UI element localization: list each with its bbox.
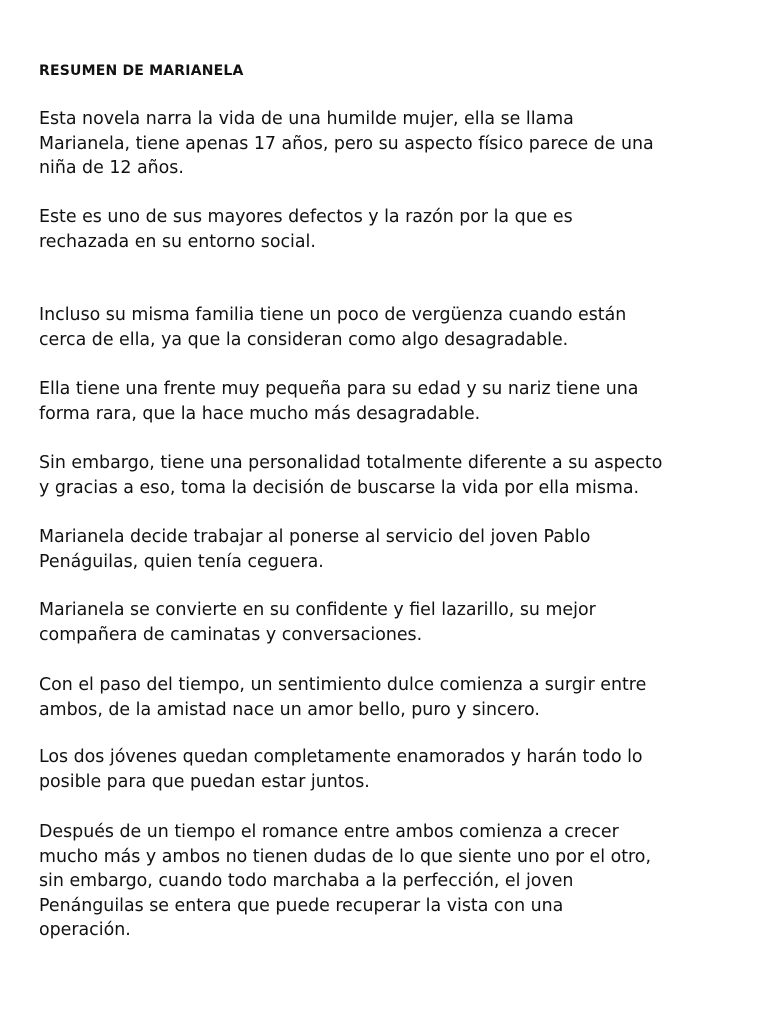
- paragraph-line: Marianela se convierte en su confidente y fiel lazarillo, su mejor: [39, 600, 596, 620]
- paragraph-line: rechazada en su entorno social.: [39, 231, 316, 252]
- paragraph-line: Este es uno de sus mayores defectos y la razón por la que es: [39, 207, 573, 227]
- paragraph-9: [39, 745, 739, 794]
- paragraph-line: Después de un tiempo el romance entre ambos comienza a crecer: [39, 822, 619, 842]
- paragraph-line: Los dos jóvenes quedan completamente enamorados y harán todo lo: [39, 747, 643, 767]
- paragraph-line: mucho más y ambos no tienen dudas de lo que siente uno por el otro,: [39, 846, 651, 867]
- paragraph-line: Esta novela narra la vida de una humilde mujer, ella se llama: [39, 109, 574, 129]
- paragraph-7: [39, 598, 739, 647]
- paragraph-line: operación.: [39, 920, 131, 940]
- paragraph-6: [39, 525, 739, 574]
- paragraph-line: Ella tiene una frente muy pequeña para su edad y su nariz tiene una: [39, 379, 639, 399]
- paragraph-line: compañera de caminatas y conversaciones.: [39, 624, 423, 645]
- paragraph-line: ambos, de la amistad nace un amor bello, puro y sincero.: [39, 699, 540, 720]
- paragraph-10: [39, 820, 739, 943]
- paragraph-3: [39, 303, 739, 352]
- paragraph-line: posible para que puedan estar juntos.: [39, 771, 370, 792]
- paragraph-5: [39, 451, 739, 500]
- paragraph-line: niña de 12 años.: [39, 158, 184, 178]
- paragraph-line: cerca de ella, ya que la consideran como algo desagradable.: [39, 329, 569, 350]
- paragraph-line: y gracias a eso, toma la decisión de buscarse la vida por ella misma.: [39, 477, 640, 498]
- paragraph-4: [39, 377, 739, 426]
- paragraph-line: Marianela, tiene apenas 17 años, pero su aspecto físico parece de una: [39, 133, 654, 154]
- paragraph-line: Marianela decide trabajar al ponerse al servicio del joven Pablo: [39, 527, 591, 547]
- paragraph-8: [39, 673, 739, 722]
- paragraph-line: Con el paso del tiempo, un sentimiento dulce comienza a surgir entre: [39, 675, 647, 695]
- paragraph-2: [39, 205, 739, 254]
- paragraph-line: Penáguilas, quien tenía ceguera.: [39, 551, 324, 572]
- paragraph-line: Sin embargo, tiene una personalidad totalmente diferente a su aspecto: [39, 453, 663, 473]
- document-title: RESUMEN DE MARIANELA: [39, 63, 244, 79]
- paragraph-line: Incluso su misma familia tiene un poco de vergüenza cuando están: [39, 305, 627, 325]
- paragraph-line: Penánguilas se entera que puede recuperar la vista con una: [39, 895, 564, 916]
- paragraph-line: forma rara, que la hace mucho más desagradable.: [39, 403, 481, 424]
- paragraph-1: [39, 107, 739, 181]
- paragraph-line: sin embargo, cuando todo marchaba a la perfección, el joven: [39, 871, 574, 891]
